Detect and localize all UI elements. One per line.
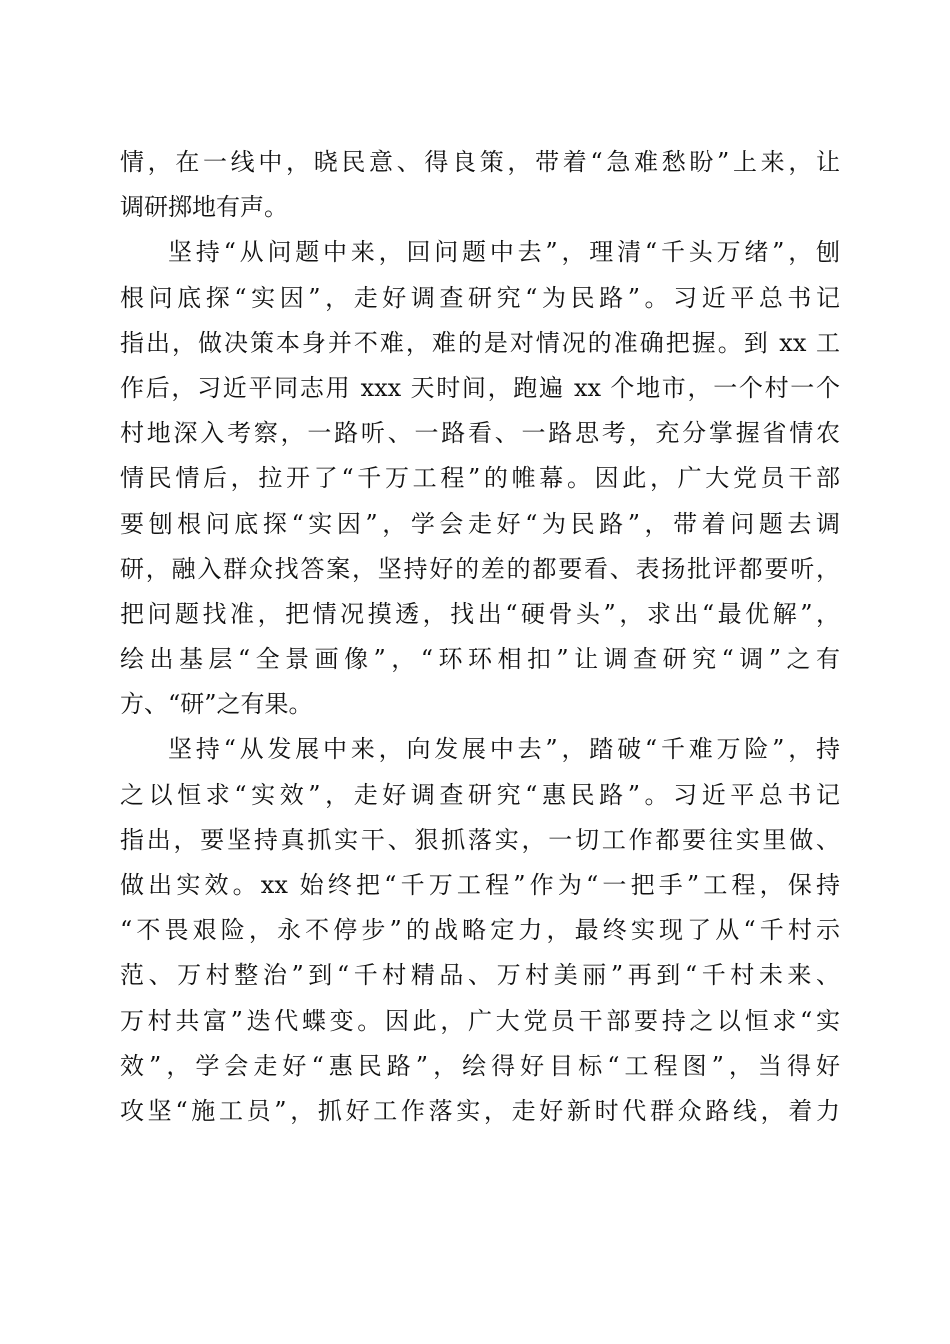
text-line: 指出，要坚持真抓实干、狠抓落实，一切工作都要往实里做、 (120, 825, 840, 854)
text-line: 做出实效。xx 始终把“千万工程”作为“一把手”工程，保持 (120, 871, 840, 899)
text-line: 坚持“从发展中来，向发展中去”，踏破“千难万险”，持 (168, 735, 840, 764)
text-line: “不畏艰险，永不停步”的战略定力，最终实现了从“千村示 (120, 916, 840, 945)
text-line: 方、“研”之有果。 (120, 690, 313, 719)
paragraph-problem (120, 230, 840, 727)
text-line: 根问底探“实因”，走好调查研究“为民路”。习近平总书记 (120, 283, 840, 312)
paragraph-continuation (120, 140, 840, 230)
text-line: 万村共富”迭代蝶变。因此，广大党员干部要持之以恒求“实 (120, 1006, 840, 1035)
text-line: 之以恒求“实效”，走好调查研究“惠民路”。习近平总书记 (120, 780, 840, 809)
body-text (120, 140, 840, 1134)
text-line: 情，在一线中，晓民意、得良策，带着“急难愁盼”上来，让 (120, 148, 840, 176)
text-line: 研，融入群众找答案，坚持好的差的都要看、表扬批评都要听， (120, 554, 840, 583)
text-line: 攻坚“施工员”，抓好工作落实，走好新时代群众路线，着力 (120, 1096, 840, 1125)
text-line: 把问题找准，把情况摸透，找出“硬骨头”，求出“最优解”， (120, 599, 840, 628)
text-line: 调研掷地有声。 (120, 193, 288, 222)
text-line: 指出，做决策本身并不难，难的是对情况的准确把握。到 xx 工 (120, 328, 840, 357)
paragraph-development (120, 727, 840, 1134)
text-line: 坚持“从问题中来，回问题中去”，理清“千头万绪”，刨 (168, 238, 840, 267)
text-line: 村地深入考察，一路听、一路看、一路思考，充分掌握省情农 (120, 419, 840, 448)
text-line: 绘出基层“全景画像”，“环环相扣”让调查研究“调”之有 (120, 645, 840, 674)
text-line: 作后，习近平同志用 xxx 天时间，跑遍 xx 个地市，一个村一个 (120, 373, 840, 402)
text-line: 情民情后，拉开了“千万工程”的帷幕。因此，广大党员干部 (120, 464, 840, 493)
text-line: 效”，学会走好“惠民路”，绘得好目标“工程图”，当得好 (120, 1051, 840, 1080)
text-line: 要刨根问底探“实因”，学会走好“为民路”，带着问题去调 (120, 509, 840, 538)
text-line: 范、万村整治”到“千村精品、万村美丽”再到“千村未来、 (120, 961, 840, 990)
